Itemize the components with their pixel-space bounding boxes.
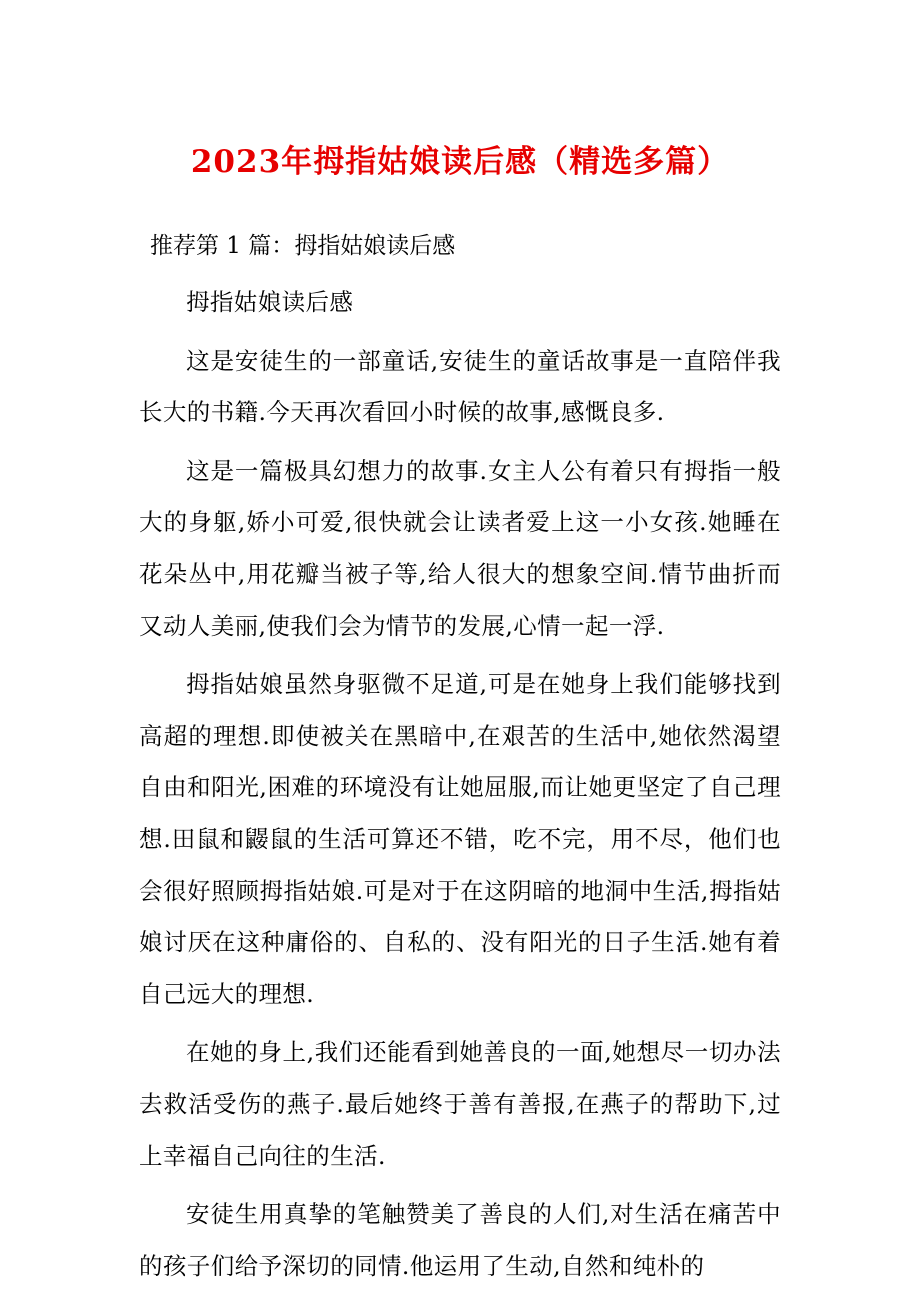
article-subtitle: 拇指姑娘读后感: [186, 288, 354, 316]
body-paragraph: 在她的身上,我们还能看到她善良的一面,她想尽一切办法去救活受伤的燕子.最后她终于善有善报,在燕子的帮助下,过上幸福自己向往的生活.: [139, 1038, 781, 1170]
body-paragraph: 拇指姑娘虽然身驱微不足道,可是在她身上我们能够找到高超的理想.即使被关在黑暗中,在艰苦的生活中,她依然渴望自由和阳光,困难的环境没有让她屈服,而让她更坚定了自己理想.田鼠和鼹鼠的生活可算还不错，吃不完，用不尽，他们也会很好照顾拇指姑娘.可是对于在这阴暗的地洞中生活,拇指姑娘讨厌在这种庸俗的、自私的、没有阳光的日子生活.她有着自己远大的理想.: [139, 670, 781, 1008]
document-title: 2023年拇指姑娘读后感（精选多篇）: [190, 144, 730, 180]
body-paragraph: 这是安徒生的一部童话,安徒生的童话故事是一直陪伴我长大的书籍.今天再次看回小时候的故事,感慨良多.: [139, 346, 781, 427]
section-heading: 推荐第 1 篇：拇指姑娘读后感: [150, 233, 456, 259]
document-body: [139, 277, 781, 1292]
body-paragraph: 这是一篇极具幻想力的故事.女主人公有着只有拇指一般大的身躯,娇小可爱,很快就会让读者爱上这一小女孩.她睡在花朵丛中,用花瓣当被子等,给人很大的想象空间.情节曲折而又动人美丽,使我们会为情节的发展,心情一起一浮.: [139, 456, 781, 640]
body-paragraph: 安徒生用真挚的笔触赞美了善良的人们,对生活在痛苦中的孩子们给予深切的同情.他运用了生动,自然和纯朴的: [139, 1200, 781, 1280]
